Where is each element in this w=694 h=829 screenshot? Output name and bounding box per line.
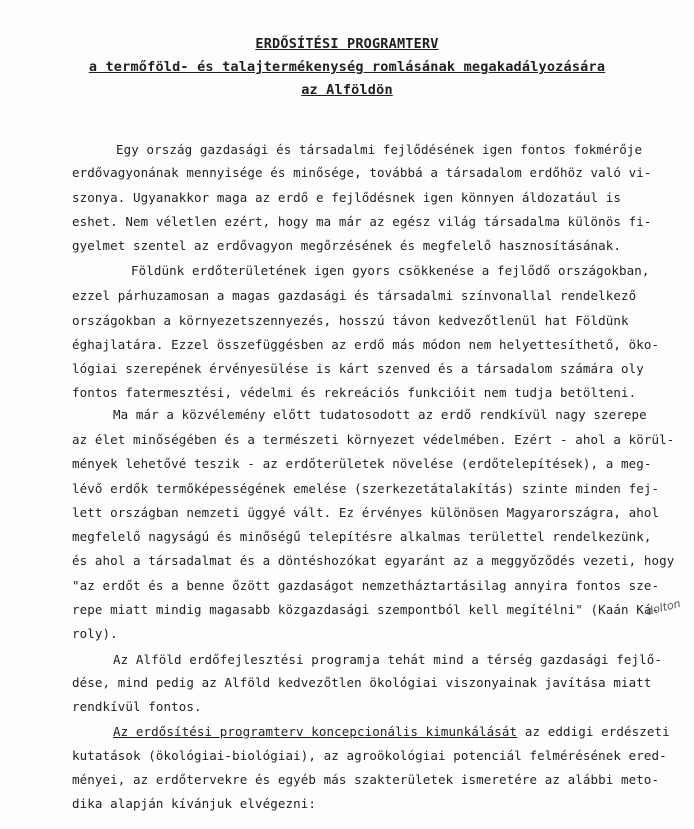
text-line: lévő erdők termőképességének emelése (szerkezetátalakítás) szinte minden fej-	[72, 481, 660, 496]
text-line: az élet minőségében és a természeti környezet védelmében. Ezért - ahol a körül-	[72, 432, 675, 447]
text-line: éghajlatára. Ezzel összefüggésben az erdő más módon nem helyettesíthető, öko-	[72, 337, 660, 352]
text-line: gyelmet szentel az erdővagyon megőrzésének és megfelelő hasznosításának.	[72, 238, 622, 253]
text-line: lett országban nemzeti üggyé vált. Ez érvényes különösen Magyarországra, ahol	[72, 505, 660, 520]
text-line: ményei, az erdőtervekre és egyéb más szakterületek ismeretére az alábbi meto-	[72, 772, 660, 787]
text-line: és ahol a társadalmat és a döntéshozókat egyaránt az a meggyőződés vezeti, hogy	[72, 553, 675, 568]
text-line: erdővagyonának mennyisége és minősége, továbbá a társadalom erdőhöz való vi-	[72, 165, 652, 180]
text-line: kutatások (ökológiai-biológiai), az agroökológiai potenciál felmérésének ered-	[72, 748, 667, 763]
text-line: megfelelő nagyságú és minőségű telepítésre alkalmas területtel rendelkezünk,	[72, 529, 652, 544]
text-line: dése, mind pedig az Alföld kedvezőtlen ökológiai viszonyainak javítása miatt	[72, 675, 652, 690]
text-line: mények lehetővé teszik - az erdőterületek növelése (erdőtelepítések), a meg-	[72, 456, 652, 471]
text-line: Egy ország gazdasági és társadalmi fejlődésének igen fontos fokmérője	[116, 142, 643, 157]
document-subtitle-region: az Alföldön	[301, 82, 393, 98]
document-title: ERDŐSÍTÉSI PROGRAMTERV	[255, 36, 439, 52]
text-line: országokban a környezetszennyezés, hosszú távon kedvezőtlenül hat Földünk	[72, 313, 629, 328]
underlined-phrase: Az erdősítési programterv koncepcionális kimunkálását	[113, 724, 518, 739]
text-line: roly).	[72, 626, 118, 641]
text-line: dika alapján kívánjuk elvégezni:	[72, 796, 317, 811]
text-line-rest: az eddigi erdészeti	[524, 724, 670, 739]
text-line: repe miatt mindig magasabb közgazdasági szempontból kell megítélni" (Kaán Ká-	[72, 602, 660, 617]
text-line: fontos fatermesztési, védelmi és rekreációs funkcióit nem tudja betölteni.	[72, 385, 637, 400]
text-line: eshet. Nem véletlen ezért, hogy ma már az egész világ társadalma különös fi-	[72, 214, 652, 229]
text-line: Az Alföld erdőfejlesztési programja tehát mind a térség gazdasági fejlő-	[113, 652, 663, 667]
text-line: lógiai szerepének érvényesülése is kárt szenved és a társadalom számára oly	[72, 361, 644, 376]
text-line: ezzel párhuzamosan a magas gazdasági és társadalmi színvonallal rendelkező	[72, 288, 637, 303]
text-line: Földünk erdőterületének igen gyors csökkenése a fejlődő országokban,	[131, 263, 650, 278]
text-line: "az erdőt és a benne őzött gazdaságot nemzetháztartásilag annyira fontos sze-	[72, 578, 660, 593]
text-line: rendkívül fontos.	[72, 699, 202, 714]
document-subtitle: a termőföld- és talajtermékenység romlásának megakadályozására	[88, 59, 606, 75]
handwritten-margin-note: dolton	[644, 596, 682, 619]
text-line: szonya. Ugyanakkor maga az erdő e fejlődésnek igen könnyen áldozatául is	[72, 190, 622, 205]
text-line	[113, 724, 670, 740]
text-line: Ma már a közvélemény előtt tudatosodott az erdő rendkívül nagy szerepe	[113, 407, 647, 422]
